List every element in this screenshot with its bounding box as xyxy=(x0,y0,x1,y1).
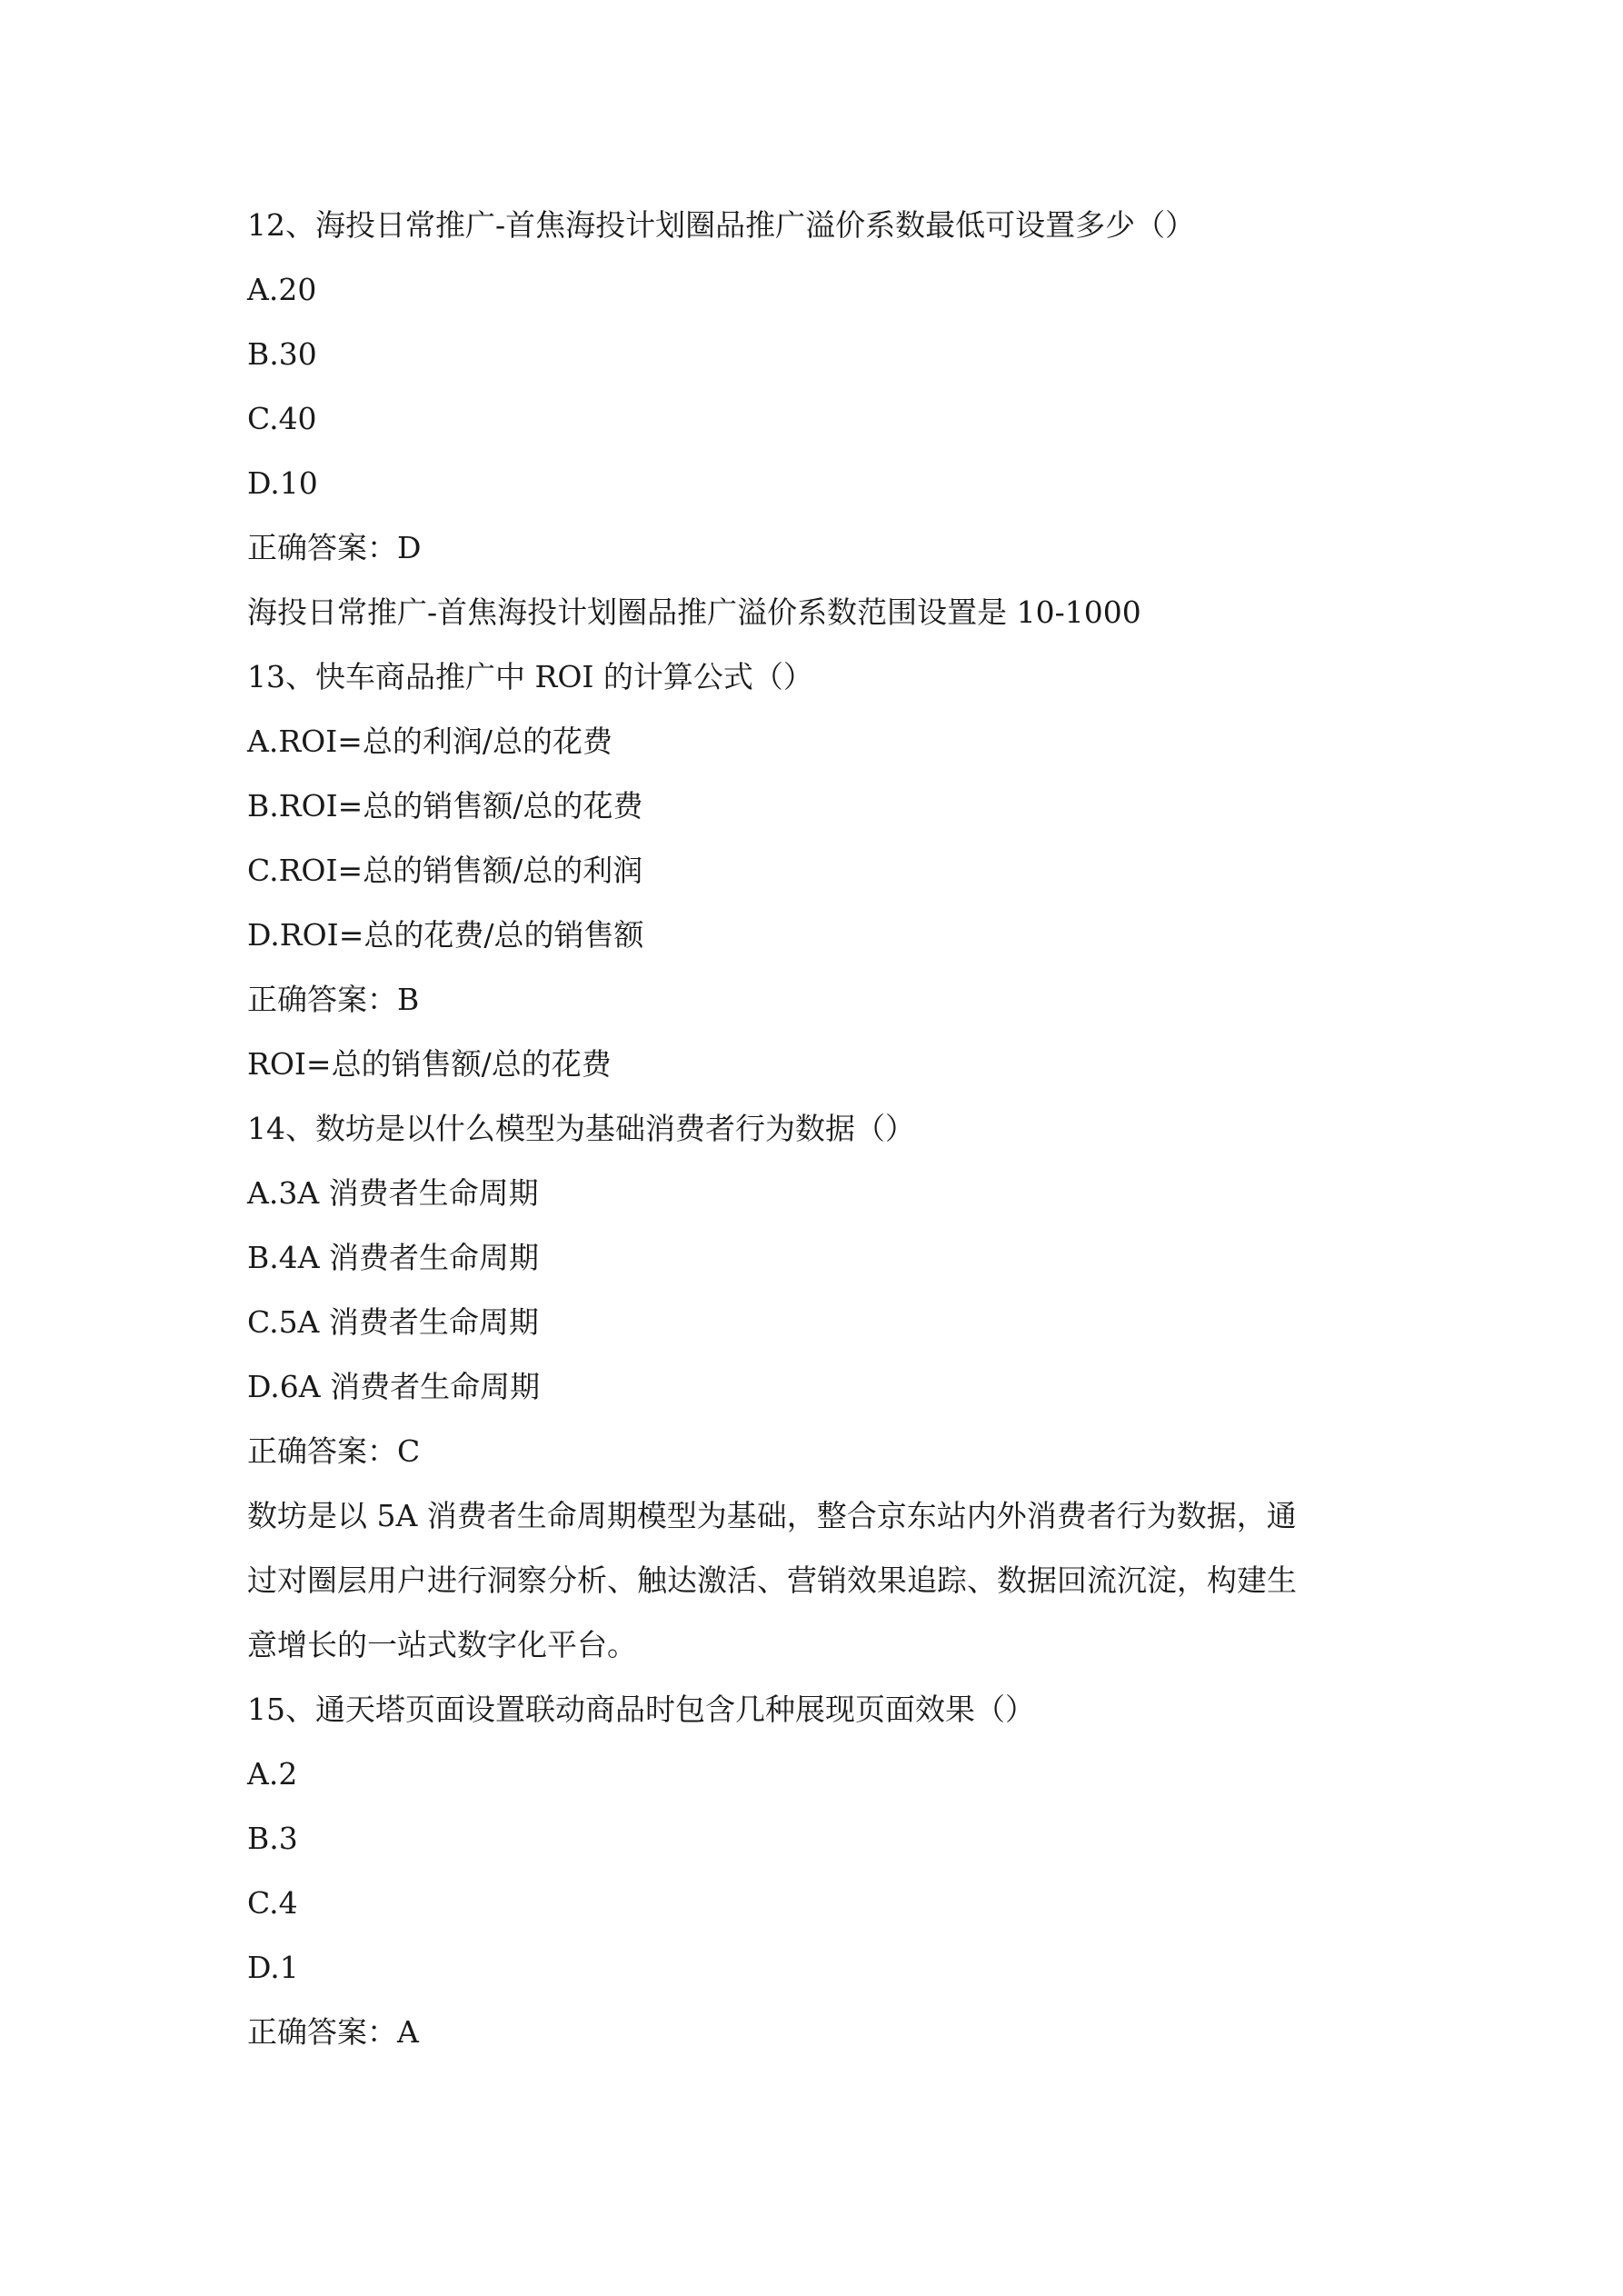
question-15-text: 15、通天塔页面设置联动商品时包含几种展现页面效果（） xyxy=(247,1692,1035,1727)
question-14-explanation-line-1: 数坊是以 5A 消费者生命周期模型为基础，整合京东站内外消费者行为数据，通 xyxy=(247,1498,1297,1533)
question-12-option-d: D.10 xyxy=(247,465,318,501)
question-13-option-a: A.ROI=总的利润/总的花费 xyxy=(247,724,613,759)
question-15-option-a: A.2 xyxy=(247,1756,298,1792)
question-15-option-d: D.1 xyxy=(247,1950,299,1985)
question-14-option-a: A.3A 消费者生命周期 xyxy=(247,1175,539,1211)
question-14-option-d: D.6A 消费者生命周期 xyxy=(247,1369,541,1404)
question-14-option-c: C.5A 消费者生命周期 xyxy=(247,1304,539,1340)
question-15-option-c: C.4 xyxy=(247,1885,298,1921)
question-13-option-b: B.ROI=总的销售额/总的花费 xyxy=(247,788,643,824)
question-13-text: 13、快车商品推广中 ROI 的计算公式（） xyxy=(247,659,813,694)
question-12-option-c: C.40 xyxy=(247,401,317,436)
question-12-option-a: A.20 xyxy=(247,272,317,307)
question-14-explanation-line-3: 意增长的一站式数字化平台。 xyxy=(247,1627,637,1662)
question-13-explanation: ROI=总的销售额/总的花费 xyxy=(247,1046,612,1082)
question-14-answer: 正确答案：C xyxy=(247,1433,421,1469)
question-13-option-d: D.ROI=总的花费/总的销售额 xyxy=(247,917,644,953)
question-14-explanation-line-2: 过对圈层用户进行洞察分析、触达激活、营销效果追踪、数据回流沉淀，构建生 xyxy=(247,1562,1297,1598)
question-13-answer: 正确答案：B xyxy=(247,982,420,1017)
question-15-option-b: B.3 xyxy=(247,1821,298,1856)
question-14-text: 14、数坊是以什么模型为基础消费者行为数据（） xyxy=(247,1111,915,1146)
question-13-option-c: C.ROI=总的销售额/总的利润 xyxy=(247,853,643,888)
question-14-option-b: B.4A 消费者生命周期 xyxy=(247,1240,540,1275)
document-body xyxy=(247,193,1392,2064)
question-15-answer: 正确答案：A xyxy=(247,2014,419,2050)
question-12-text: 12、海投日常推广-首焦海投计划圈品推广溢价系数最低可设置多少（） xyxy=(247,207,1196,243)
question-12-option-b: B.30 xyxy=(247,336,317,372)
question-12-explanation: 海投日常推广-首焦海投计划圈品推广溢价系数范围设置是 10-1000 xyxy=(247,594,1141,630)
question-12-answer: 正确答案：D xyxy=(247,530,422,565)
